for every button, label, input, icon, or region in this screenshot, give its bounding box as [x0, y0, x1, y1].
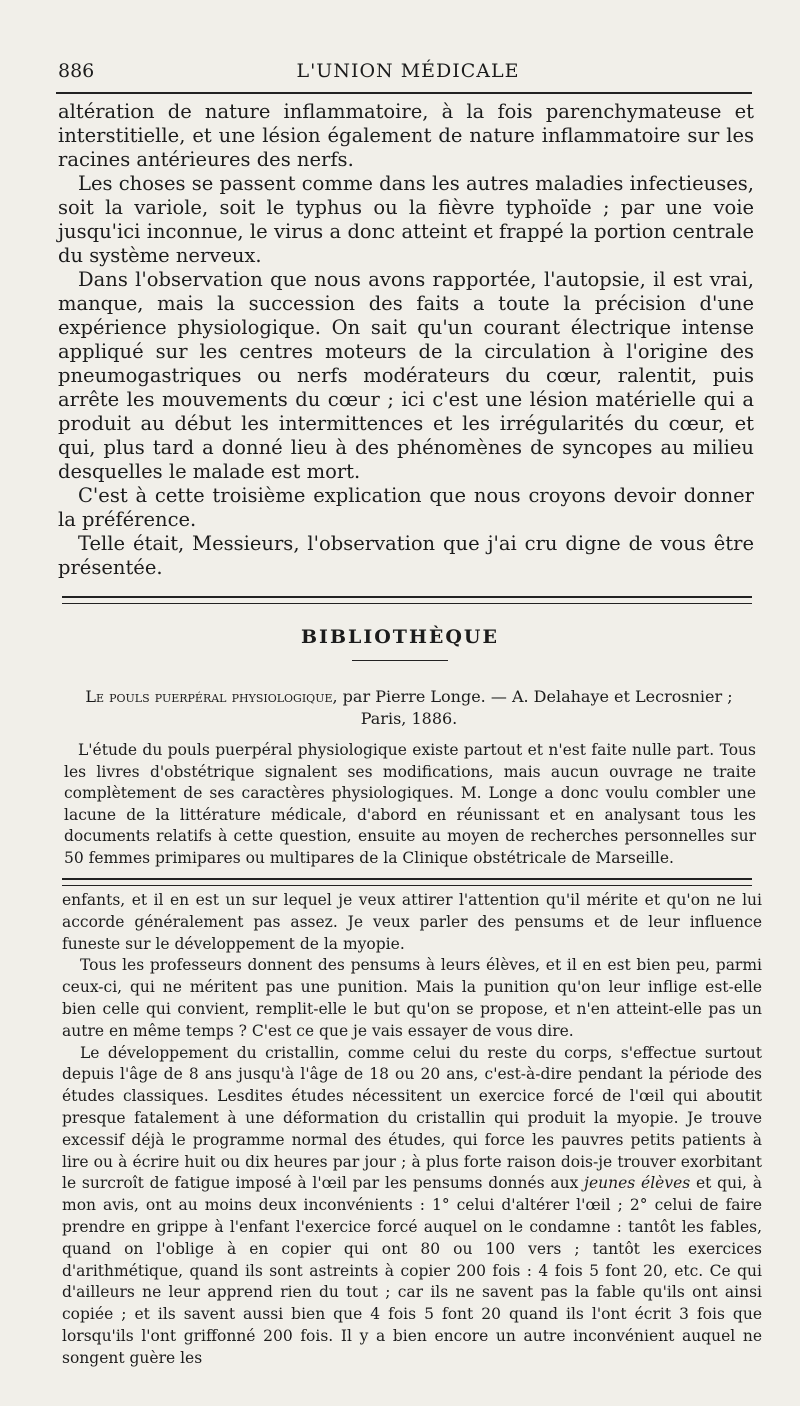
section-divider: [62, 596, 752, 604]
paragraph: enfants, et il en est un sur lequel je veux attirer l'attention qu'il mérite et qu'on ne lui accorde généralement pas assez. Je veux parler des pensums et de leur influence funeste sur le développement de la myopie.: [62, 891, 762, 953]
section-divider: [62, 878, 752, 886]
book-author: Pierre Longe: [375, 687, 481, 706]
ref-dash: . —: [480, 687, 512, 706]
paragraph: Dans l'observation que nous avons rapportée, l'autopsie, il est vrai, manque, mais la succession des faits a toute la précision d'une expérience physiologique. On sait qu'un courant électrique intense appliqué sur les centres moteurs de la circulation à l'origine des pneumogastriques ou nerfs modérateurs du cœur, ralentit, puis arrête les mouvements du cœur ; ici c'est une lésion matérielle qui a produit au début les intermittences et les irrégularités du cœur, et qui, plus tard a donné lieu à des phénomènes de syncopes au milieu desquelles le malade est mort.: [58, 268, 754, 483]
page-number: 886: [58, 60, 95, 82]
header-rule: [56, 92, 752, 94]
paragraph: Tous les professeurs donnent des pensums à leurs élèves, et il en est bien peu, parmi ceux-ci, qui ne méritent pas une punition. Mais la punition qu'on leur inflige est-elle bien celle qui convient, remplit-elle le but qu'on se propose, et n'en atteint-elle pas un autre en même temps ? C'est ce que je vais essayer de vous dire.: [62, 956, 762, 1040]
book-title: Le pouls puerpéral physiologique: [85, 687, 333, 706]
book-publisher: A. Delahaye et Lecrosnier ;: [511, 687, 733, 706]
emphasis-text: jeunes élèves: [584, 1174, 691, 1193]
book-reference: [64, 686, 754, 730]
page-header: [58, 58, 758, 88]
paragraph: Telle était, Messieurs, l'observation que j'ai cru digne de vous être présentée.: [58, 532, 754, 579]
article-text: [62, 890, 762, 1370]
section-title: BIBLIOTHÈQUE: [301, 626, 499, 648]
paragraph: C'est à cette troisième explication que nous croyons devoir donner la préférence.: [58, 484, 754, 531]
paragraph: altération de nature inflammatoire, à la fois parenchymateuse et interstitielle, et une lésion également de nature inflammatoire sur les racines antérieures des nerfs.: [58, 100, 754, 171]
paragraph-text: et qui, à mon avis, ont au moins deux inconvénients : 1° celui d'altérer l'œil ; 2° celui de faire prendre en grippe à l'enfant l'exercice forcé auquel on le condamne : tantôt les fables, quand on l'oblige à en copier qui ont 80 ou 100 vers ; tantôt les exercices d'arithmétique, quand ils sont astreints à copier 200 fois : 4 fois 5 font 20, etc. Ce qui d'ailleurs ne leur apprend rien du tout ; car ils ne savent pas la fable qu'ils ont ainsi copiée ; et ils savent aussi bien que 4 fois 5 font 20 quand ils l'ont écrit 3 fois que lorsqu'ils l'ont griffonné 200 fois. Il y a bien encore un autre inconvénient auquel ne songent guère les: [62, 1174, 762, 1367]
ref-by: , par: [332, 687, 376, 706]
article-conclusion: [58, 100, 754, 580]
paragraph: [62, 1043, 762, 1370]
paragraph: Les choses se passent comme dans les autres maladies infectieuses, soit la variole, soit le typhus ou la fièvre typhoïde ; par une voie jusqu'ici inconnue, le virus a donc atteint et frappé la portion centrale du système nerveux.: [58, 172, 754, 267]
book-place-year: Paris, 1886.: [360, 709, 458, 728]
book-review: L'étude du pouls puerpéral physiologique existe partout et n'est faite nulle part. Tous les livres d'obstétrique signalent ses modifications, mais aucun ouvrage ne traite complètement de ses caractères physiologiques. M. Longe a donc voulu combler une lacune de la littérature médicale, d'abord en réunissant et en analysant tous les documents relatifs à cette question, ensuite au moyen de recherches personnelles sur 50 femmes primipares ou multipares de la Clinique obstétricale de Marseille.: [64, 741, 756, 867]
journal-title: L'UNION MÉDICALE: [296, 60, 520, 82]
paragraph-text: Le développement du cristallin, comme celui du reste du corps, s'effectue surtout depuis l'âge de 8 ans jusqu'à l'âge de 18 ou 20 ans, c'est-à-dire pendant la période des études classiques. Lesdites études nécessitent un exercice forcé de l'œil qui aboutit presque fatalement à une déformation du cristallin qui produit la myopie. Je trouve excessif déjà le programme normal des études, qui force les pauvres petits patients à lire ou à écrire huit ou dix heures par jour ; à plus forte raison dois-je trouver exorbitant le surcroît de fatigue imposé à l'œil par les pensums donnés aux: [62, 1043, 762, 1193]
title-underline: [352, 660, 448, 661]
